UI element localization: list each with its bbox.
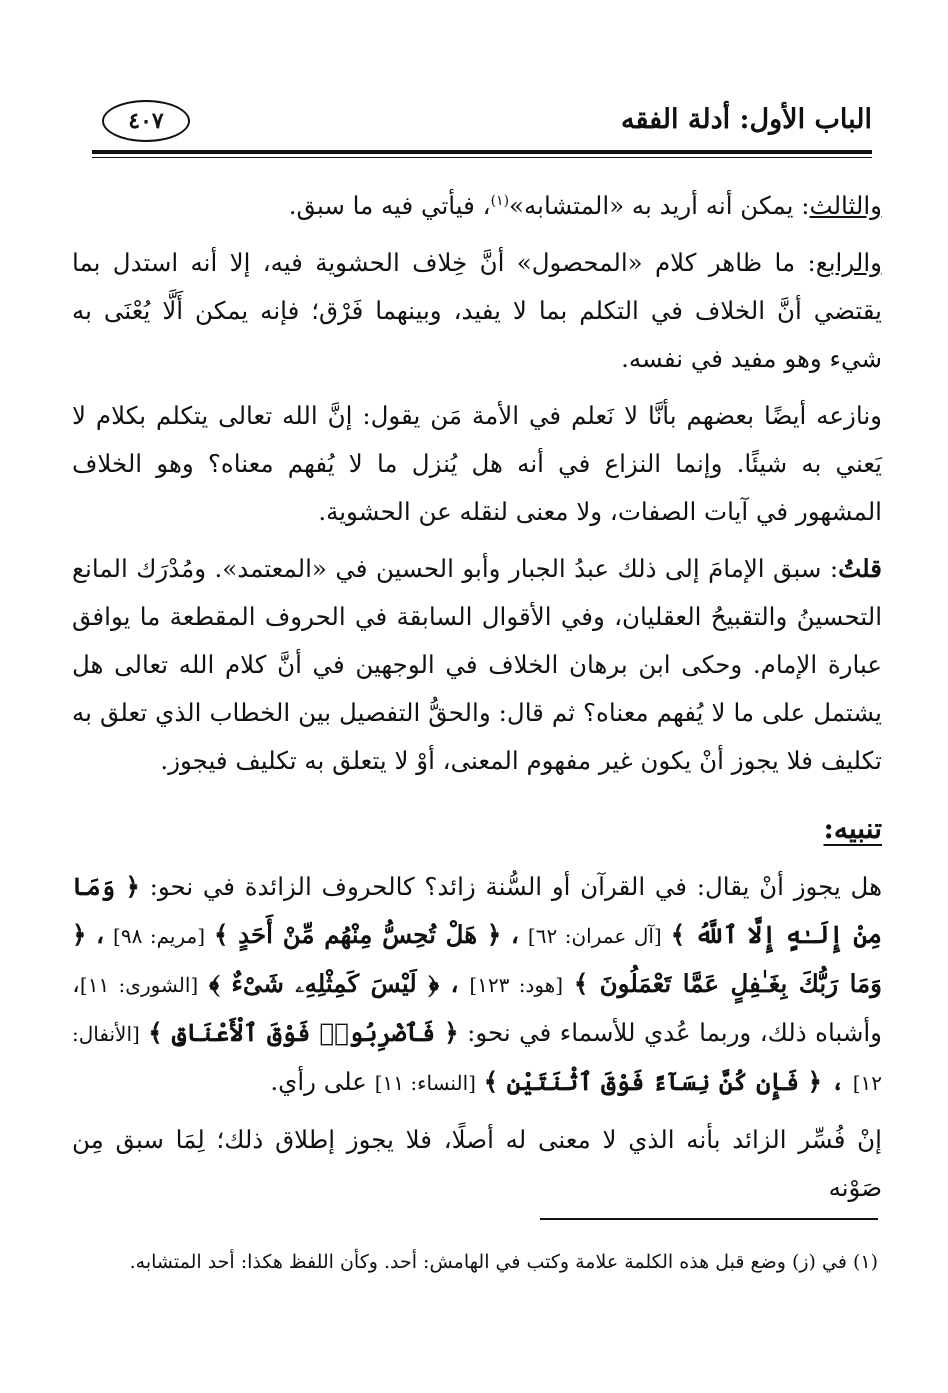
paragraph-lead: قلتُ [838,554,882,583]
paragraph-text: : ما ظاهر كلام «المحصول» أنَّ خِلاف الحشوية فيه، إلا أنه استدل بما يقتضي أنَّ الخلاف في التكلم بما لا يفيد، وبينهما فَرْق؛ فإنه يمكن أَلَّا يُعْنَى به شيء وهو مفيد في نفسه. [72,248,882,373]
chapter-title: الباب الأول: أدلة الفقه [621,104,872,135]
verse-reference: [الشورى: ١١] [79,973,199,997]
quran-verse: ، ﴿ فَإِن كُنَّ نِسَآءً فَوْقَ ٱثْنَتَيْنِ ﴾ [483,1067,845,1096]
quran-verse: ﴿ فَٱضْرِبُوا۟ فَوْقَ ٱلْأَعْنَاقِ ﴾ [148,1018,459,1047]
verse-reference: [مريم: ٩٨] [113,924,206,948]
paragraph-fourth [72,239,882,383]
paragraph-text: : يمكن أنه أريد به «المتشابه» [509,191,810,220]
verse-reference: [النساء: ١١] [374,1071,476,1095]
quran-verse: ، ﴿ لَيْسَ كَمِثْلِهِۦ شَىْءٌ ﴾ [209,969,459,998]
footnote-text: (١) في (ز) وضع قبل هذه الكلمة علامة وكتب في الهامش: أحد. وكأن اللفظ هكذا: أحد المتشابه. [129,1251,878,1273]
verse-reference: [آل عمران: ٦٢] [527,924,662,948]
page-header [92,92,872,162]
header-rule-thick [92,150,872,154]
paragraph-qultu [72,545,882,785]
verse-reference: [هود: ١٢٣] [469,973,564,997]
paragraph-tanbih [72,863,882,1107]
paragraph-text: هل يجوز أنْ يقال: في القرآن أو السُّنة زائد؟ كالحروف الزائدة في نحو: [139,872,883,901]
paragraph-lead: والثالث [809,191,882,220]
page-number: ٤٠٧ [102,100,190,142]
quran-verse: ، ﴿ هَلْ تُحِسُّ مِنْهُم مِّنْ أَحَدٍ ﴾ [214,920,519,949]
paragraph-text: : سبق الإمامَ إلى ذلك عبدُ الجبار وأبو الحسين في «المعتمد». ومُدْرَك المانع التحسينُ والتقبيحُ العقليان، وفي الأقوال السابقة في الحروف المقطعة ما يوافق عبارة الإمام. وحكى ابن برهان الخلاف في الوجهين في أنَّ كلام الله تعالى هل يشتمل على ما لا يُفهم معناه؟ ثم قال: والحقُّ التفصيل بين الخطاب الذي تعلق به تكليف فلا يجوز أنْ يكون غير مفهوم المعنى، أوْ لا يتعلق به تكليف فيجوز. [72,554,882,775]
quran-verse: ﴿ وَمَا مِنْ إِلَـٰهٍ إِلَّا ٱللَّهُ ﴾ [72,872,882,949]
paragraph-last: إنْ فُسِّر الزائد بأنه الذي لا معنى له أصلًا، فلا يجوز إطلاق ذلك؛ لِمَا سبق مِن صَوْنه [72,1125,882,1202]
quran-verse: ، ﴿ وَمَا رَبُّكَ بِغَـٰفِلٍ عَمَّا تَعْمَلُونَ ﴾ [72,920,883,998]
header-rule-thin [92,157,872,158]
paragraph-text: ، وأشباه ذلك، وربما عُدي للأسماء في نحو: [72,969,882,1047]
paragraph-text: على رأي. [270,1067,375,1096]
footnote-rule [540,1218,878,1220]
paragraph-third [72,182,882,230]
main-text [72,182,882,1221]
paragraph-lead: والرابع [815,248,882,277]
paragraph-text: ، فيأتي فيه ما سبق. [288,191,491,220]
footnote-marker: (١) [490,192,510,209]
paragraph-objection: ونازعه أيضًا بعضهم بأنَّا لا نَعلم في الأمة مَن يقول: إنَّ الله تعالى يتكلم بكلام لا يَعني به شيئًا. وإنما النزاع في أنه هل يُنزل ما لا يُفهم معناه؟ وهو الخلاف المشهور في آيات الصفات، ولا معنى لنقله عن الحشوية. [72,401,882,526]
section-heading: تنبيه: [823,812,882,845]
verse-reference: [الأنفال: ١٢] [72,1022,882,1095]
